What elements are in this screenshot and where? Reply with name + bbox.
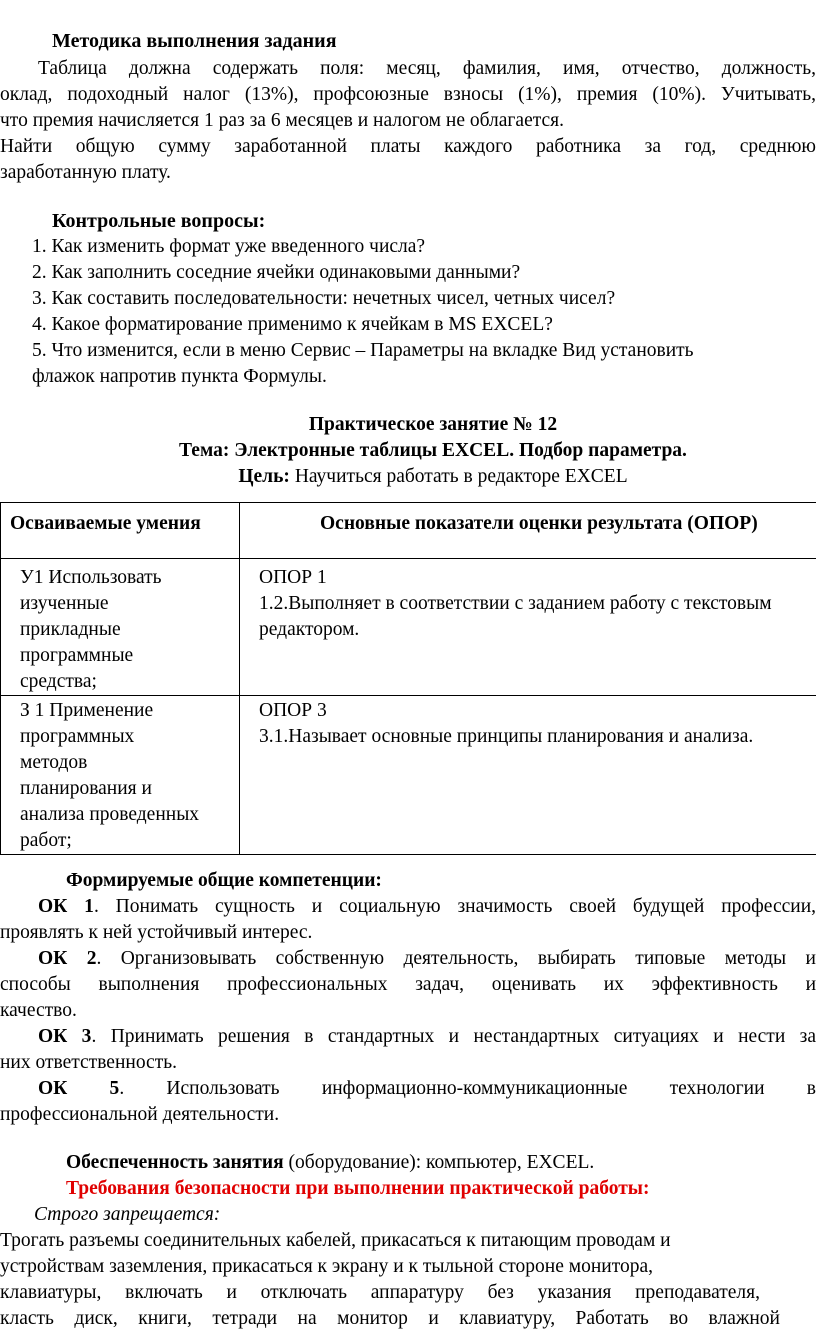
competency-text: . Использовать информационно-коммуникационные технологии в: [119, 1078, 816, 1099]
safety-line-2: устройствам заземления, прикасаться к экрану и к тыльной стороне монитора,: [0, 1254, 653, 1280]
equipment-label: Обеспеченность занятия: [66, 1152, 284, 1173]
competency-code: ОК 5: [38, 1078, 119, 1099]
table-header-skills: [1, 503, 240, 559]
safety-line-1: Трогать разъемы соединительных кабелей, прикасаться к питающим проводам и: [0, 1228, 671, 1254]
competency-text: . Понимать сущность и социальную значимость своей будущей профессии,: [94, 896, 816, 917]
method-line-5: заработанную плату.: [0, 160, 171, 186]
opor-cell: [240, 696, 816, 855]
opor-cell: [240, 559, 816, 696]
skill-line: методов: [20, 750, 239, 776]
competency-5-line-1: [38, 1076, 816, 1102]
competency-3-line-2: них ответственность.: [0, 1050, 177, 1076]
questions-heading: Контрольные вопросы:: [52, 208, 265, 234]
competency-text: . Организовывать собственную деятельность, выбирать типовые методы и: [96, 948, 816, 969]
equipment-text: (оборудование): компьютер, EXCEL.: [284, 1152, 595, 1173]
table-header-opor: [240, 503, 816, 559]
competency-5-line-2: профессиональной деятельности.: [0, 1102, 279, 1128]
method-line-1: Таблица должна содержать поля: месяц, фамилия, имя, отчество, должность,: [0, 56, 816, 82]
safety-forbidden: Строго запрещается:: [34, 1202, 220, 1228]
lesson-title: Практическое занятие № 12: [0, 412, 816, 438]
lesson-goal-label: Цель:: [238, 466, 290, 487]
col1-header: Осваиваемые умения: [1, 503, 239, 537]
lesson-goal: [0, 464, 816, 490]
question-1: 1. Как изменить формат уже введенного числа?: [32, 234, 425, 260]
lesson-topic: Тема: Электронные таблицы EXCEL. Подбор параметра.: [0, 438, 816, 464]
opor-line: 3.1.Называет основные принципы планирования и анализа.: [259, 724, 816, 750]
skill-line: работ;: [20, 828, 239, 854]
competency-2-line-1: [38, 946, 816, 972]
question-4: 4. Какое форматирование применимо к ячейкам в MS EXCEL?: [32, 312, 553, 338]
safety-line-3: клавиатуры, включать и отключать аппаратуру без указания преподавателя,: [0, 1280, 760, 1306]
competency-text: . Принимать решения в стандартных и нестандартных ситуациях и нести за: [91, 1026, 816, 1047]
opor-line: 1.2.Выполняет в соответствии с заданием работу с текстовым: [259, 591, 816, 617]
question-3: 3. Как составить последовательности: нечетных чисел, четных чисел?: [32, 286, 615, 312]
skill-line: программные: [20, 643, 239, 669]
table-row: [1, 559, 816, 696]
method-line-4: Найти общую сумму заработанной платы каждого работника за год, среднюю: [0, 134, 816, 160]
method-line-2: оклад, подоходный налог (13%), профсоюзные взносы (1%), премия (10%). Учитывать,: [0, 82, 816, 108]
competency-2-line-3: качество.: [0, 998, 77, 1024]
lesson-goal-text: Научиться работать в редакторе EXCEL: [290, 466, 628, 487]
skill-cell: [1, 559, 240, 696]
competency-code: ОК 2: [38, 948, 96, 969]
skill-line: анализа проведенных: [20, 802, 239, 828]
opor-line: ОПОР 1: [259, 565, 816, 591]
safety-heading: Требования безопасности при выполнении практической работы:: [66, 1176, 650, 1202]
question-5: 5. Что изменится, если в меню Сервис – Параметры на вкладке Вид установить: [32, 338, 694, 364]
opor-table: [0, 502, 816, 855]
competency-code: ОК 1: [38, 896, 94, 917]
skill-line: У1 Использовать: [20, 565, 239, 591]
competency-code: ОК 3: [38, 1026, 91, 1047]
equipment-line: [66, 1150, 594, 1176]
competency-1-line-2: проявлять к ней устойчивый интерес.: [0, 920, 312, 946]
safety-line-4: класть диск, книги, тетради на монитор и клавиатуру, Работать во влажной: [0, 1306, 780, 1332]
question-5-cont: флажок напротив пункта Формулы.: [32, 364, 327, 390]
opor-line: ОПОР 3: [259, 698, 816, 724]
competency-1-line-1: [38, 894, 816, 920]
skill-line: планирования и: [20, 776, 239, 802]
skill-cell: [1, 696, 240, 855]
opor-line: редактором.: [259, 617, 816, 643]
table-row: [1, 696, 816, 855]
skill-line: программных: [20, 724, 239, 750]
question-2: 2. Как заполнить соседние ячейки одинаковыми данными?: [32, 260, 520, 286]
table-header-row: [1, 503, 816, 559]
competency-3-line-1: [38, 1024, 816, 1050]
skill-line: прикладные: [20, 617, 239, 643]
competencies-heading: Формируемые общие компетенции:: [66, 868, 382, 894]
col2-header: Основные показатели оценки результата (ОПОР): [240, 503, 816, 537]
competency-2-line-2: способы выполнения профессиональных задач, оценивать их эффективность и: [0, 972, 816, 998]
skill-line: З 1 Применение: [20, 698, 239, 724]
skill-line: изученные: [20, 591, 239, 617]
method-line-3: что премия начисляется 1 раз за 6 месяцев и налогом не облагается.: [0, 108, 564, 134]
method-heading: Методика выполнения задания: [52, 28, 337, 54]
skill-line: средства;: [20, 669, 239, 695]
